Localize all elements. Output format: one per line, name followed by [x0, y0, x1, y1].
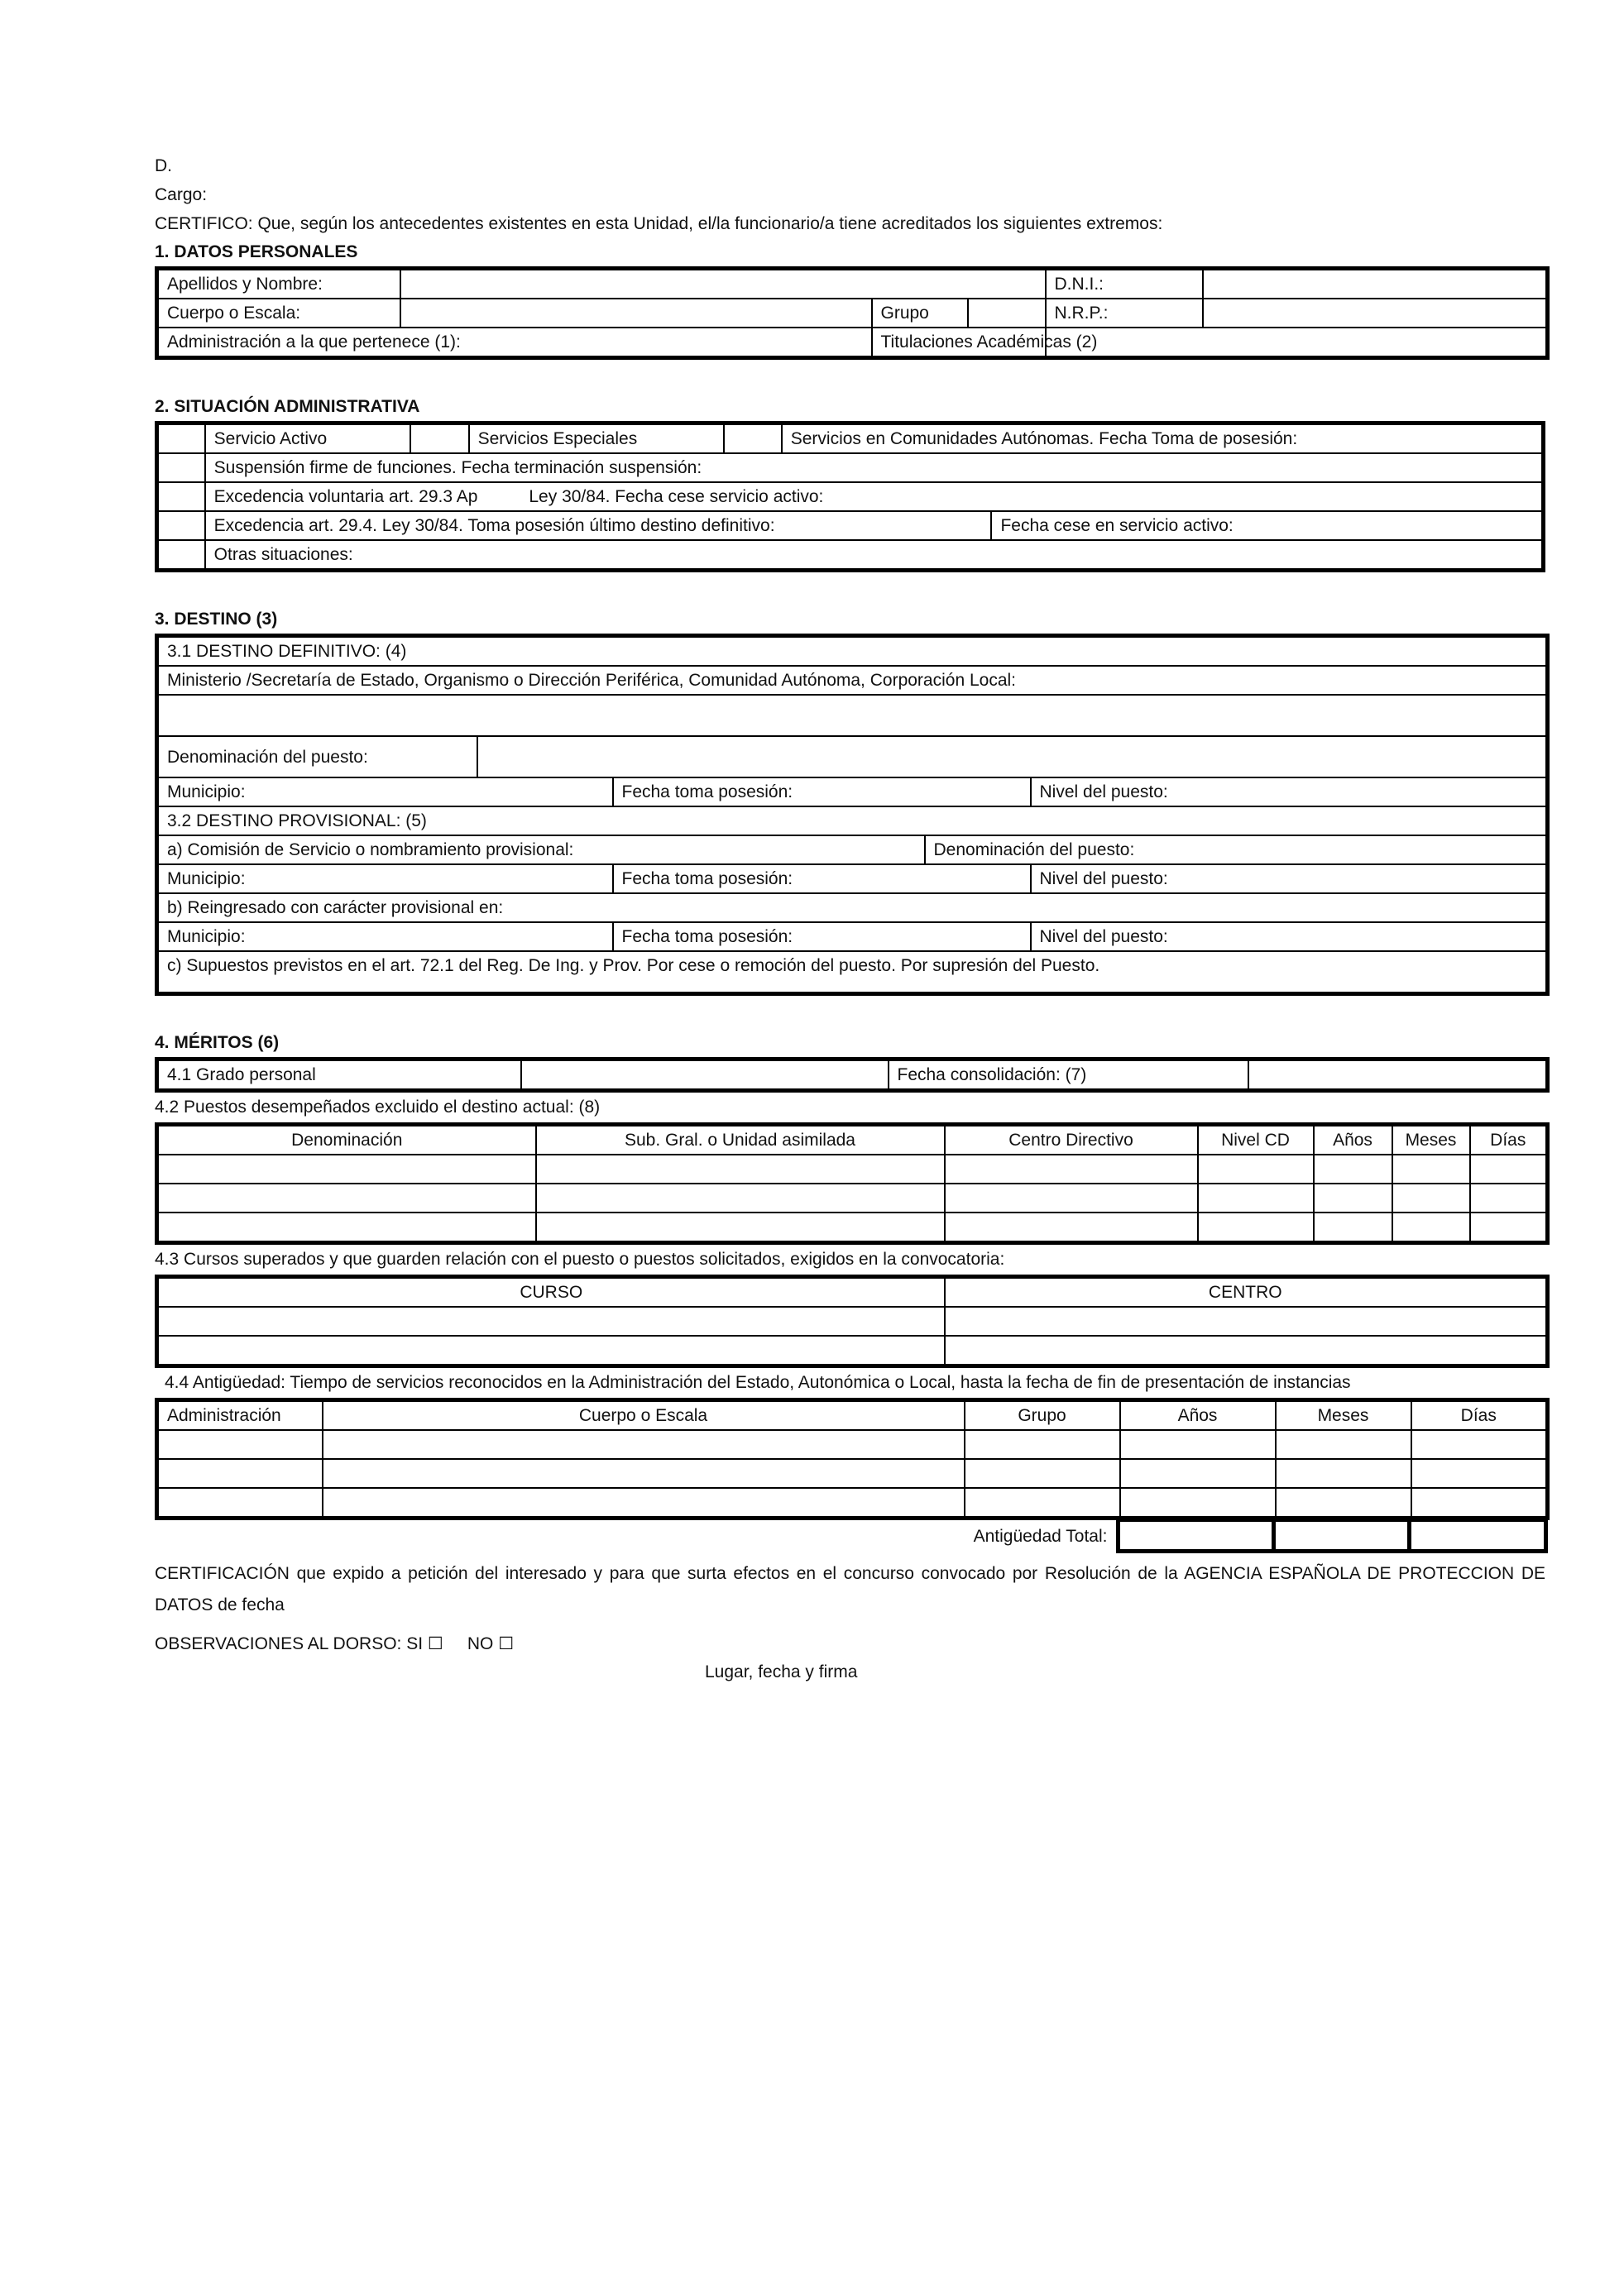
- table-cell[interactable]: [945, 1307, 1548, 1336]
- administracion-label: Administración a la que pertenece (1):: [157, 328, 872, 358]
- suspension-checkbox[interactable]: [157, 453, 205, 482]
- header-d: D.: [155, 156, 172, 175]
- header-cargo: Cargo:: [155, 185, 208, 204]
- antiguedad-title: 4.4 Antigüedad: Tiempo de servicios reconocidos en la Administración del Estado, Autonómica o Local, hasta la fecha de fin de presentación de instancias: [165, 1373, 1351, 1392]
- table-row: [157, 1430, 1548, 1459]
- table-cell[interactable]: [157, 1213, 536, 1243]
- table-row: [157, 1459, 1548, 1488]
- antiguedad-header-grupo: Grupo: [965, 1400, 1120, 1431]
- apellidos-field[interactable]: [400, 269, 1046, 299]
- dni-field[interactable]: [1203, 269, 1548, 299]
- puestos-header-centro: Centro Directivo: [945, 1125, 1198, 1155]
- table-row: [157, 1213, 1548, 1243]
- excedencia-294-checkbox[interactable]: [157, 511, 205, 540]
- table-cell[interactable]: [1470, 1184, 1548, 1213]
- certificate-form: [155, 151, 1545, 1692]
- ministerio-field[interactable]: [157, 695, 1548, 736]
- table-cell[interactable]: [1411, 1459, 1548, 1488]
- excedencia-voluntaria-label: [205, 482, 1544, 511]
- table-cell[interactable]: [945, 1155, 1198, 1184]
- table-cell[interactable]: [1314, 1155, 1392, 1184]
- fecha-toma-b-label: Fecha toma posesión:: [613, 922, 1031, 951]
- puestos-title: 4.2 Puestos desempeñados excluido el destino actual: (8): [155, 1098, 601, 1117]
- servicio-activo-label: Servicio Activo: [205, 423, 411, 454]
- lugar-fecha-firma: Lugar, fecha y firma: [705, 1662, 858, 1681]
- fecha-consolidacion-label: Fecha consolidación: (7): [889, 1060, 1248, 1091]
- table-row: [157, 1488, 1548, 1519]
- table-cell[interactable]: [945, 1213, 1198, 1243]
- fecha-consolidacion-field[interactable]: [1248, 1060, 1548, 1091]
- situacion-table: [155, 421, 1545, 572]
- antiguedad-total-row: [155, 1520, 1548, 1553]
- nivel-b-label: Nivel del puesto:: [1031, 922, 1548, 951]
- table-cell[interactable]: [157, 1459, 323, 1488]
- total-meses-field[interactable]: [1273, 1521, 1409, 1552]
- table-cell[interactable]: [323, 1488, 965, 1519]
- datos-personales-table: [155, 266, 1550, 360]
- grupo-field[interactable]: [968, 299, 1046, 328]
- cuerpo-field[interactable]: [400, 299, 872, 328]
- table-cell[interactable]: [1276, 1488, 1411, 1519]
- table-row: [157, 1307, 1548, 1336]
- puestos-header-nivel: Nivel CD: [1198, 1125, 1314, 1155]
- section-1-title: 1. DATOS PERSONALES: [155, 242, 358, 261]
- antiguedad-header-dias: Días: [1411, 1400, 1548, 1431]
- grado-label: 4.1 Grado personal: [157, 1060, 521, 1091]
- table-cell[interactable]: [323, 1459, 965, 1488]
- antiguedad-header-meses: Meses: [1276, 1400, 1411, 1431]
- table-cell[interactable]: [157, 1430, 323, 1459]
- table-cell[interactable]: [536, 1213, 945, 1243]
- table-cell[interactable]: [1198, 1213, 1314, 1243]
- puestos-header-meses: Meses: [1392, 1125, 1470, 1155]
- table-cell[interactable]: [945, 1336, 1548, 1366]
- table-cell[interactable]: [1392, 1213, 1470, 1243]
- municipio-label: Municipio:: [157, 777, 613, 806]
- fecha-toma-label: Fecha toma posesión:: [613, 777, 1031, 806]
- nrp-label: N.R.P.:: [1046, 299, 1203, 328]
- table-row: [157, 1184, 1548, 1213]
- suspension-label: Suspensión firme de funciones. Fecha terminación suspensión:: [205, 453, 1544, 482]
- observaciones-text: OBSERVACIONES AL DORSO: SI ☐ NO ☐: [155, 1634, 515, 1653]
- table-cell[interactable]: [965, 1430, 1120, 1459]
- table-cell[interactable]: [1276, 1430, 1411, 1459]
- cursos-table: [155, 1275, 1550, 1368]
- certificacion-text: CERTIFICACIÓN que expido a petición del interesado y para que surta efectos en el concurso convocado por Resolución de la AGENCIA ESPAÑOLA DE PROTECCION DE DATOS de fecha: [155, 1564, 1545, 1614]
- table-cell[interactable]: [1392, 1155, 1470, 1184]
- table-cell[interactable]: [1120, 1459, 1276, 1488]
- table-cell[interactable]: [965, 1459, 1120, 1488]
- table-cell[interactable]: [1411, 1488, 1548, 1519]
- table-cell[interactable]: [157, 1307, 945, 1336]
- antiguedad-header-anos: Años: [1120, 1400, 1276, 1431]
- nivel-a-label: Nivel del puesto:: [1031, 864, 1548, 893]
- total-dias-field[interactable]: [1409, 1521, 1545, 1552]
- grado-table: [155, 1057, 1550, 1093]
- table-cell[interactable]: [157, 1336, 945, 1366]
- section-3-title: 3. DESTINO (3): [155, 610, 278, 629]
- table-cell[interactable]: [965, 1488, 1120, 1519]
- cursos-header-curso: CURSO: [157, 1277, 945, 1308]
- table-cell[interactable]: [1198, 1155, 1314, 1184]
- municipio-a-label: Municipio:: [157, 864, 613, 893]
- antiguedad-total-label: Antigüedad Total:: [973, 1526, 1108, 1546]
- dni-label: D.N.I.:: [1046, 269, 1203, 299]
- table-cell[interactable]: [1470, 1155, 1548, 1184]
- titulaciones-label: Titulaciones Académicas (2): [872, 328, 1046, 358]
- destino-table: [155, 634, 1550, 996]
- table-cell[interactable]: [536, 1155, 945, 1184]
- servicios-ccaa-checkbox[interactable]: [724, 423, 782, 454]
- header-certifico: CERTIFICO: Que, según los antecedentes existentes en esta Unidad, el/la funcionario/a tiene acreditados los siguientes extremos:: [155, 214, 1163, 233]
- ministerio-label: Ministerio /Secretaría de Estado, Organismo o Dirección Periférica, Comunidad Autónoma, Corporación Local:: [157, 666, 1548, 695]
- comision-label: a) Comisión de Servicio o nombramiento provisional:: [157, 835, 925, 864]
- supuestos-label: c) Supuestos previstos en el art. 72.1 del Reg. De Ing. y Prov. Por cese o remoción del puesto. Por supresión del Puesto.: [157, 951, 1548, 994]
- excedencia-voluntaria-text-b: Ley 30/84. Fecha cese servicio activo:: [529, 487, 824, 506]
- table-cell[interactable]: [323, 1430, 965, 1459]
- table-cell[interactable]: [157, 1488, 323, 1519]
- table-row: [157, 1336, 1548, 1366]
- reingresado-label: b) Reingresado con carácter provisional en:: [157, 893, 1548, 922]
- table-cell[interactable]: [1120, 1488, 1276, 1519]
- grado-field[interactable]: [521, 1060, 889, 1091]
- puestos-table: [155, 1122, 1550, 1245]
- table-cell[interactable]: [157, 1184, 536, 1213]
- excedencia-voluntaria-checkbox[interactable]: [157, 482, 205, 511]
- grupo-label: Grupo: [872, 299, 968, 328]
- servicios-ccaa-label: Servicios en Comunidades Autónomas. Fecha Toma de posesión:: [782, 423, 1544, 454]
- table-cell[interactable]: [1198, 1184, 1314, 1213]
- fecha-toma-a-label: Fecha toma posesión:: [613, 864, 1031, 893]
- antiguedad-header-administracion: Administración: [157, 1400, 323, 1431]
- cursos-title: 4.3 Cursos superados y que guarden relación con el puesto o puestos solicitados, exigidos en la convocatoria:: [155, 1250, 1005, 1269]
- servicios-especiales-checkbox[interactable]: [410, 423, 468, 454]
- table-cell[interactable]: [1314, 1184, 1392, 1213]
- cursos-header-centro: CENTRO: [945, 1277, 1548, 1308]
- table-cell[interactable]: [1411, 1430, 1548, 1459]
- excedencia-voluntaria-text-a: Excedencia voluntaria art. 29.3 Ap: [213, 487, 478, 506]
- otras-situaciones-checkbox[interactable]: [157, 540, 205, 571]
- nivel-label: Nivel del puesto:: [1031, 777, 1548, 806]
- fecha-cese-label: Fecha cese en servicio activo:: [991, 511, 1543, 540]
- destino-provisional-label: 3.2 DESTINO PROVISIONAL: (5): [157, 806, 1548, 835]
- municipio-b-label: Municipio:: [157, 922, 613, 951]
- puestos-header-dias: Días: [1470, 1125, 1548, 1155]
- table-row: [157, 1155, 1548, 1184]
- table-cell[interactable]: [1392, 1184, 1470, 1213]
- table-cell[interactable]: [1120, 1430, 1276, 1459]
- denominacion-b-label: Denominación del puesto:: [925, 835, 1548, 864]
- table-cell[interactable]: [536, 1184, 945, 1213]
- denominacion-label: Denominación del puesto:: [157, 736, 477, 777]
- otras-situaciones-label: Otras situaciones:: [205, 540, 1544, 571]
- puestos-header-anos: Años: [1314, 1125, 1392, 1155]
- nrp-field[interactable]: [1203, 299, 1548, 328]
- puestos-header-subgral: Sub. Gral. o Unidad asimilada: [536, 1125, 945, 1155]
- section-2-title: 2. SITUACIÓN ADMINISTRATIVA: [155, 397, 420, 416]
- section-4-title: 4. MÉRITOS (6): [155, 1033, 280, 1052]
- puestos-header-denominacion: Denominación: [157, 1125, 536, 1155]
- antiguedad-header-cuerpo: Cuerpo o Escala: [323, 1400, 965, 1431]
- apellidos-label: Apellidos y Nombre:: [157, 269, 400, 299]
- servicio-activo-checkbox[interactable]: [157, 423, 205, 454]
- servicios-especiales-label: Servicios Especiales: [469, 423, 724, 454]
- table-cell[interactable]: [157, 1155, 536, 1184]
- table-cell[interactable]: [1276, 1459, 1411, 1488]
- titulaciones-field[interactable]: [1046, 328, 1548, 358]
- total-anos-field[interactable]: [1118, 1521, 1273, 1552]
- excedencia-294-label: Excedencia art. 29.4. Ley 30/84. Toma posesión último destino definitivo:: [205, 511, 992, 540]
- antiguedad-table: [155, 1398, 1550, 1520]
- cuerpo-label: Cuerpo o Escala:: [157, 299, 400, 328]
- destino-definitivo-label: 3.1 DESTINO DEFINITIVO: (4): [157, 636, 1548, 667]
- table-cell[interactable]: [945, 1184, 1198, 1213]
- table-cell[interactable]: [1314, 1213, 1392, 1243]
- table-cell[interactable]: [1470, 1213, 1548, 1243]
- denominacion-field[interactable]: [477, 736, 1548, 777]
